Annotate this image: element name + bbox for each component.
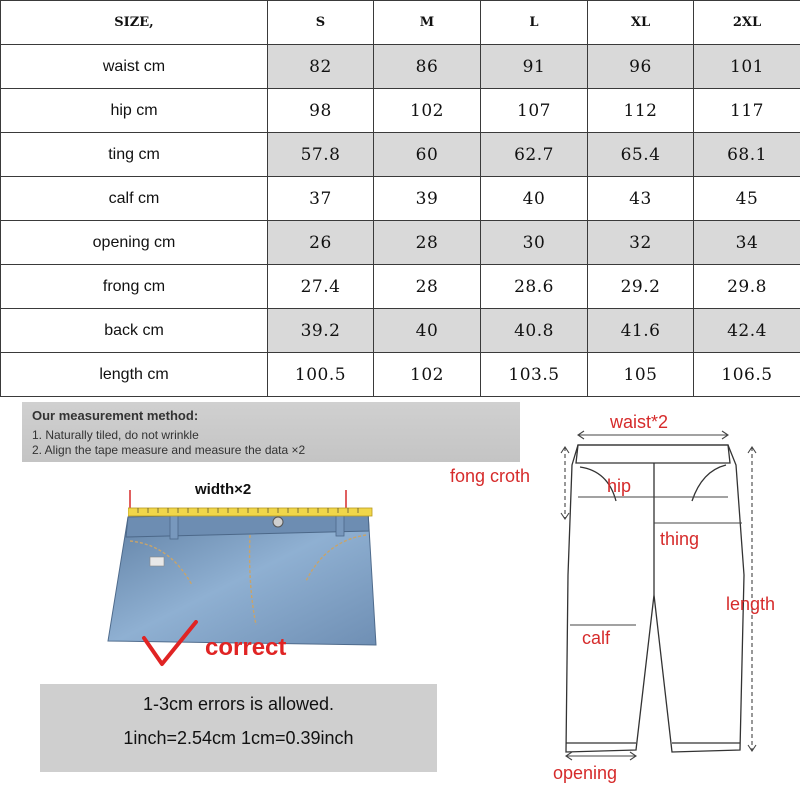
table-cell: 39.2 [268, 309, 374, 353]
table-cell: 106.5 [694, 353, 800, 397]
hip-diagram-label: hip [607, 476, 632, 496]
table-cell: 60 [374, 133, 481, 177]
method-step-1: 1. Naturally tiled, do not wrinkle [32, 428, 199, 442]
table-cell: 40 [374, 309, 481, 353]
table-cell: 101 [694, 45, 800, 89]
header-cell: SIZE, [1, 1, 268, 45]
table-cell: 29.8 [694, 265, 800, 309]
table-cell: 103.5 [481, 353, 588, 397]
row-label: back cm [1, 309, 268, 353]
table-cell: 39 [374, 177, 481, 221]
table-row [1, 353, 800, 397]
header-cell: L [481, 1, 588, 45]
table-cell: 91 [481, 45, 588, 89]
table-cell: 26 [268, 221, 374, 265]
table-row [1, 89, 800, 133]
table-cell: 28 [374, 265, 481, 309]
table-cell: 86 [374, 45, 481, 89]
tolerance-text: 1-3cm errors is allowed. [142, 694, 335, 714]
row-label: waist cm [1, 45, 268, 89]
check-icon [140, 620, 200, 670]
method-step-2: 2. Align the tape measure and measure the data ×2 [32, 443, 306, 457]
correct-label: correct [205, 634, 287, 661]
table-cell: 45 [694, 177, 800, 221]
table-cell: 32 [588, 221, 694, 265]
waist-diagram-label: waist*2 [610, 412, 669, 432]
table-cell: 43 [588, 177, 694, 221]
calf-diagram-label: calf [582, 628, 611, 648]
table-row [1, 45, 800, 89]
header-cell: M [374, 1, 481, 45]
table-cell: 105 [588, 353, 694, 397]
table-cell: 42.4 [694, 309, 800, 353]
table-cell: 29.2 [588, 265, 694, 309]
table-cell: 41.6 [588, 309, 694, 353]
table-cell: 112 [588, 89, 694, 133]
table-cell: 102 [374, 89, 481, 133]
row-label: calf cm [1, 177, 268, 221]
table-cell: 98 [268, 89, 374, 133]
row-label: frong cm [1, 265, 268, 309]
table-cell: 27.4 [268, 265, 374, 309]
row-label: hip cm [1, 89, 268, 133]
table-header-row [1, 1, 800, 45]
table-row [1, 309, 800, 353]
table-cell: 62.7 [481, 133, 588, 177]
thigh-diagram-label: thing [660, 529, 700, 549]
table-cell: 34 [694, 221, 800, 265]
table-cell: 107 [481, 89, 588, 133]
size-chart-table [0, 0, 800, 397]
width-label: width×2 [195, 481, 252, 498]
table-cell: 65.4 [588, 133, 694, 177]
table-row [1, 265, 800, 309]
row-label: length cm [1, 353, 268, 397]
table-cell: 68.1 [694, 133, 800, 177]
table-cell: 40.8 [481, 309, 588, 353]
table-cell: 102 [374, 353, 481, 397]
length-diagram-label: length [726, 594, 776, 614]
table-cell: 30 [481, 221, 588, 265]
header-cell: XL [588, 1, 694, 45]
table-row [1, 177, 800, 221]
tolerance-note-box [40, 684, 437, 772]
table-cell: 82 [268, 45, 374, 89]
opening-diagram-label: opening [553, 763, 618, 783]
row-label: opening cm [1, 221, 268, 265]
conversion-text: 1inch=2.54cm 1cm=0.39inch [123, 728, 354, 748]
table-row [1, 133, 800, 177]
table-cell: 28 [374, 221, 481, 265]
table-cell: 37 [268, 177, 374, 221]
header-cell: S [268, 1, 374, 45]
table-cell: 57.8 [268, 133, 374, 177]
table-cell: 40 [481, 177, 588, 221]
rise-diagram-label: fong croth [450, 466, 531, 486]
table-row [1, 221, 800, 265]
table-cell: 117 [694, 89, 800, 133]
table-cell: 28.6 [481, 265, 588, 309]
method-title: Our measurement method: [32, 408, 199, 423]
row-label: ting cm [1, 133, 268, 177]
table-cell: 100.5 [268, 353, 374, 397]
header-cell: 2XL [694, 1, 800, 45]
table-cell: 96 [588, 45, 694, 89]
